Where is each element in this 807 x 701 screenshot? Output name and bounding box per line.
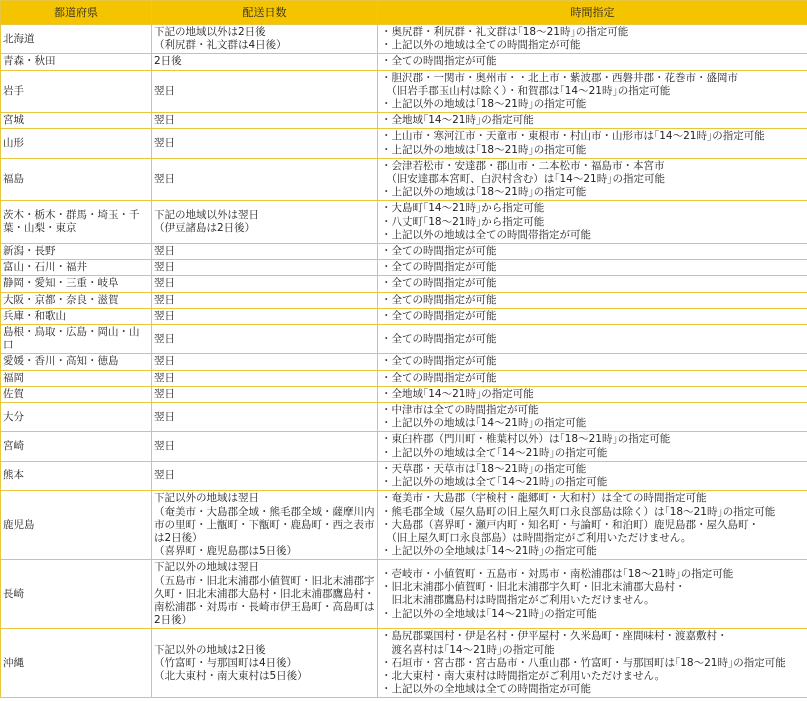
prefecture-cell: 大分 [1, 403, 152, 432]
table-row [1, 244, 807, 260]
table-row [1, 292, 807, 308]
delivery-days-cell: 下記以外の地域は2日後 （竹富町・与那国町は4日後） （北大東村・南大東村は5日後） [152, 629, 378, 698]
table-row [1, 370, 807, 386]
header-time-slot: 時間指定 [378, 1, 807, 25]
delivery-days-cell: 翌日 [152, 260, 378, 276]
table-row [1, 70, 807, 113]
header-prefecture: 都道府県 [1, 1, 152, 25]
prefecture-cell: 青森・秋田 [1, 54, 152, 70]
delivery-days-cell: 翌日 [152, 325, 378, 354]
prefecture-cell: 茨木・栃木・群馬・埼玉・千葉・山梨・東京 [1, 201, 152, 244]
table-row [1, 113, 807, 129]
time-slot-cell: ・全ての時間指定が可能 [378, 260, 807, 276]
table-row [1, 158, 807, 201]
time-slot-cell: ・島尻郡粟国村・伊是名村・伊平屋村・久米島町・座間味村・渡嘉敷村・ 渡名喜村は｢14～21時｣の指定可能 ・石垣市・宮古郡・宮古島市・八重山郡・竹富町・与那国町は｢18～21時｣の指定可能 ・北大東村・南大東村は時間指定がご利用いただけません。 ・上記以外の全地域は全ての時間指定が可能 [378, 629, 807, 698]
table-row [1, 491, 807, 560]
table-row [1, 560, 807, 629]
delivery-days-cell: 下記の地域以外は翌日 （伊豆諸島は2日後） [152, 201, 378, 244]
table-row [1, 354, 807, 370]
delivery-days-cell: 翌日 [152, 244, 378, 260]
prefecture-cell: 鹿児島 [1, 491, 152, 560]
delivery-days-cell: 翌日 [152, 292, 378, 308]
delivery-days-cell: 翌日 [152, 276, 378, 292]
delivery-days-cell: 翌日 [152, 129, 378, 158]
delivery-days-cell: 翌日 [152, 70, 378, 113]
table-row [1, 54, 807, 70]
prefecture-cell: 大阪・京都・奈良・滋賀 [1, 292, 152, 308]
prefecture-cell: 沖縄 [1, 629, 152, 698]
time-slot-cell: ・全ての時間指定が可能 [378, 54, 807, 70]
table-row [1, 129, 807, 158]
time-slot-cell: ・全ての時間指定が可能 [378, 370, 807, 386]
time-slot-cell: ・奥尻群・利尻群・礼文群は｢18～21時｣の指定可能 ・上記以外の地域は全ての時間指定が可能 [378, 25, 807, 54]
prefecture-cell: 愛媛・香川・高知・徳島 [1, 354, 152, 370]
prefecture-cell: 宮崎 [1, 432, 152, 461]
delivery-days-cell: 翌日 [152, 403, 378, 432]
time-slot-cell: ・天草郡・天草市は｢18～21時｣の指定可能 ・上記以外の地域は全て｢14～21時｣の指定可能 [378, 461, 807, 490]
prefecture-cell: 富山・石川・福井 [1, 260, 152, 276]
time-slot-cell: ・奄美市・大島郡（宇検村・龍郷町・大和村）は全ての時間指定可能 ・熊毛郡全域（屋久島町の旧上屋久町口永良部島は除く）は｢18～21時｣の指定可能 ・大島郡（喜界町・瀬戸内町・知名町・与論町・和泊町）鹿児島郡・屋久島町・ （旧上屋久町口永良部島）は時間指定がご利用いただけません。 ・上記以外の全地域は｢14～21時｣の指定可能 [378, 491, 807, 560]
prefecture-cell: 兵庫・和歌山 [1, 308, 152, 324]
delivery-days-cell: 翌日 [152, 432, 378, 461]
delivery-days-cell: 翌日 [152, 461, 378, 490]
table-row [1, 25, 807, 54]
delivery-days-cell: 2日後 [152, 54, 378, 70]
table-row [1, 308, 807, 324]
prefecture-cell: 山形 [1, 129, 152, 158]
table-row [1, 432, 807, 461]
prefecture-cell: 北海道 [1, 25, 152, 54]
prefecture-cell: 新潟・長野 [1, 244, 152, 260]
time-slot-cell: ・全ての時間指定が可能 [378, 325, 807, 354]
time-slot-cell: ・全ての時間指定が可能 [378, 276, 807, 292]
table-row [1, 629, 807, 698]
time-slot-cell: ・中津市は全ての時間指定が可能 ・上記以外の地域は｢14～21時｣の指定可能 [378, 403, 807, 432]
table-row [1, 461, 807, 490]
time-slot-cell: ・全ての時間指定が可能 [378, 292, 807, 308]
time-slot-cell: ・全ての時間指定が可能 [378, 244, 807, 260]
time-slot-cell: ・全ての時間指定が可能 [378, 354, 807, 370]
time-slot-cell: ・上山市・寒河江市・天童市・東根市・村山市・山形市は｢14～21時｣の指定可能 ・上記以外の地域は｢18～21時｣の指定可能 [378, 129, 807, 158]
time-slot-cell: ・全地域｢14～21時｣の指定可能 [378, 386, 807, 402]
delivery-days-cell: 下記以外の地域は翌日 （奄美市・大島郡全域・熊毛郡全域・薩摩川内市の里町・上甑町・下甑町・鹿島町・西之表市は2日後） （喜界町・鹿児島郡は5日後） [152, 491, 378, 560]
header-delivery-days: 配送日数 [152, 1, 378, 25]
prefecture-cell: 岩手 [1, 70, 152, 113]
header-row [1, 1, 807, 25]
table-row [1, 386, 807, 402]
time-slot-cell: ・全ての時間指定が可能 [378, 308, 807, 324]
delivery-days-cell: 下記の地域以外は2日後 （利尻群・礼文群は4日後） [152, 25, 378, 54]
time-slot-cell: ・壱岐市・小値賀町・五島市・対馬市・南松浦郡は｢18～21時｣の指定可能 ・旧北末浦郡小値賀町・旧北末浦郡宇久町・旧北末浦郡大島村・ 旧北末浦郡鷹島村は時間指定がご利用いただけません。 ・上記以外の全地域は｢14～21時｣の指定可能 [378, 560, 807, 629]
prefecture-cell: 宮城 [1, 113, 152, 129]
time-slot-cell: ・大島町｢14～21時｣から指定可能 ・八丈町｢18～21時｣から指定可能 ・上記以外の地域は全ての時間帯指定が可能 [378, 201, 807, 244]
delivery-days-cell: 翌日 [152, 113, 378, 129]
time-slot-cell: ・東臼杵郡（門川町・椎葉村以外）は｢18～21時｣の指定可能 ・上記以外の地域は全て｢14～21時｣の指定可能 [378, 432, 807, 461]
delivery-days-cell: 翌日 [152, 308, 378, 324]
prefecture-cell: 島根・鳥取・広島・岡山・山口 [1, 325, 152, 354]
table-row [1, 201, 807, 244]
table-row [1, 276, 807, 292]
delivery-days-cell: 翌日 [152, 386, 378, 402]
time-slot-cell: ・会津若松市・安達郡・郡山市・二本松市・福島市・本宮市 （旧安達郡本宮町、白沢村含む）は｢14～21時｣の指定可能 ・上記以外の地域は｢18～21時｣の指定可能 [378, 158, 807, 201]
delivery-days-cell: 翌日 [152, 370, 378, 386]
time-slot-cell: ・胆沢郡・一関市・奥州市・・北上市・紫波郡・西磐井郡・花巻市・盛岡市 （旧岩手郡玉山村は除く）・和賀郡は｢14～21時｣の指定可能 ・上記以外の地域は｢18～21時｣の指定可能 [378, 70, 807, 113]
prefecture-cell: 福岡 [1, 370, 152, 386]
prefecture-cell: 福島 [1, 158, 152, 201]
time-slot-cell: ・全地域｢14～21時｣の指定可能 [378, 113, 807, 129]
delivery-days-cell: 翌日 [152, 354, 378, 370]
table-row [1, 403, 807, 432]
delivery-days-cell: 下記以外の地域は翌日 （五島市・旧北末浦郡小値賀町・旧北末浦郡宇久町・旧北末浦郡大島村・旧北末浦郡鷹島村・南松浦郡・対馬市・長崎市伊王島町・高島町は2日後） [152, 560, 378, 629]
prefecture-cell: 佐賀 [1, 386, 152, 402]
table-row [1, 260, 807, 276]
prefecture-cell: 熊本 [1, 461, 152, 490]
delivery-days-cell: 翌日 [152, 158, 378, 201]
prefecture-cell: 静岡・愛知・三重・岐阜 [1, 276, 152, 292]
prefecture-cell: 長崎 [1, 560, 152, 629]
table-row [1, 325, 807, 354]
